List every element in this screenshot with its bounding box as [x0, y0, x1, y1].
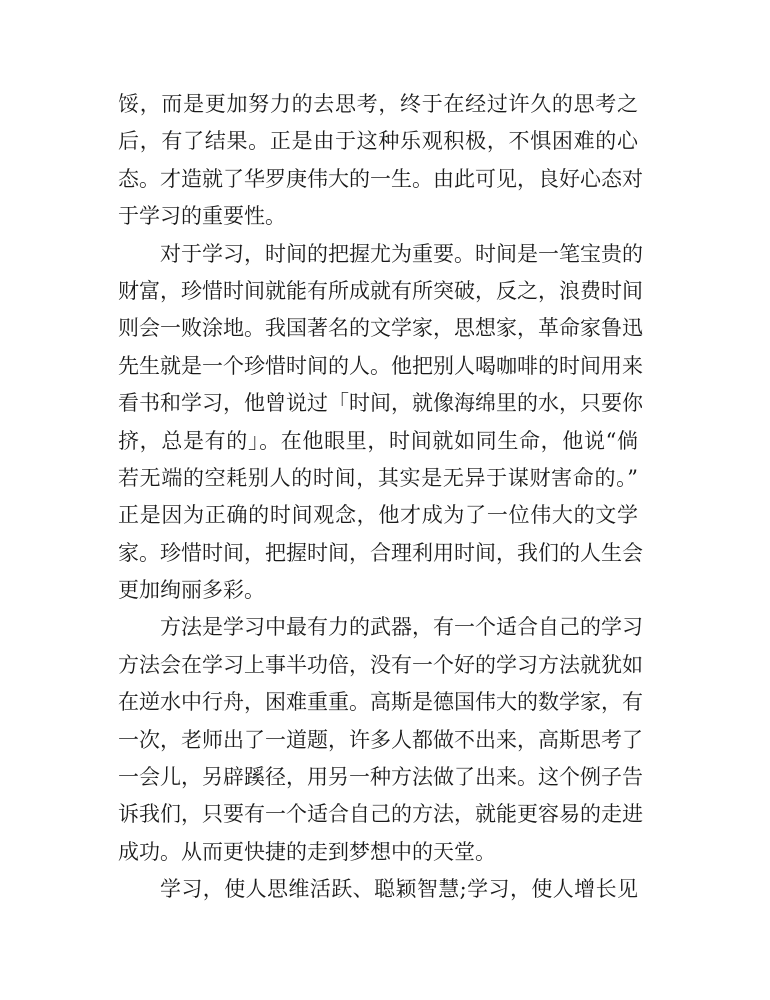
text-line: 对于学习，时间的把握尤为重要。时间是一笔宝贵的 [160, 241, 643, 266]
text-line: 在逆水中行舟，困难重重。高斯是德国伟大的数学家，有 [118, 690, 643, 715]
paragraph-4 [118, 871, 638, 908]
paragraph-3 [118, 609, 643, 871]
text-line: 一会儿，另辟蹊径，用另一种方法做了出来。这个例子告 [118, 765, 643, 790]
paragraph-1 [118, 86, 643, 236]
text-line: 馁，而是更加努力的去思考，终于在经过许久的思考之 [118, 92, 638, 116]
text-line: 先生就是一个珍惜时间的人。他把别人喝咖啡的时间用来 [118, 353, 643, 378]
text-line: 方法是学习中最有力的武器，有一个适合自己的学习 [160, 615, 643, 640]
text-line: 方法会在学习上事半功倍，没有一个好的学习方法就犹如 [118, 652, 643, 677]
text-line: 成功。从而更快捷的走到梦想中的天堂。 [118, 839, 496, 864]
text-line: 诉我们，只要有一个适合自己的方法，就能更容易的走进 [118, 802, 643, 827]
text-line: 家。珍惜时间，把握时间，合理利用时间，我们的人生会 [118, 540, 643, 565]
text-line: 更加绚丽多彩。 [118, 578, 265, 603]
paragraph-2 [118, 236, 643, 610]
text-line: 挤，总是有的」。在他眼里，时间就如同生命，他说“倘 [118, 428, 638, 453]
body-text [118, 86, 643, 909]
text-line: 一次，老师出了一道题，许多人都做不出来，高斯思考了 [118, 727, 643, 752]
text-line: 则会一败涂地。我国著名的文学家，思想家，革命家鲁迅 [118, 316, 643, 341]
text-line: 正是因为正确的时间观念，他才成为了一位伟大的文学 [118, 503, 638, 528]
text-line: 态。才造就了华罗庚伟大的一生。由此可见，良好心态对 [118, 166, 643, 191]
text-line: 财富，珍惜时间就能有所成就有所突破，反之，浪费时间 [118, 278, 643, 303]
text-line: 学习，使人思维活跃、聪颖智慧;学习，使人增长见 [160, 877, 638, 902]
text-line: 于学习的重要性。 [118, 204, 286, 229]
text-line: 若无端的空耗别人的时间，其实是无异于谋财害命的。” [118, 465, 638, 490]
text-line: 后，有了结果。正是由于这种乐观积极，不惧困难的心 [118, 129, 638, 154]
text-line: 看书和学习，他曾说过「时间，就像海绵里的水，只要你 [118, 391, 643, 416]
